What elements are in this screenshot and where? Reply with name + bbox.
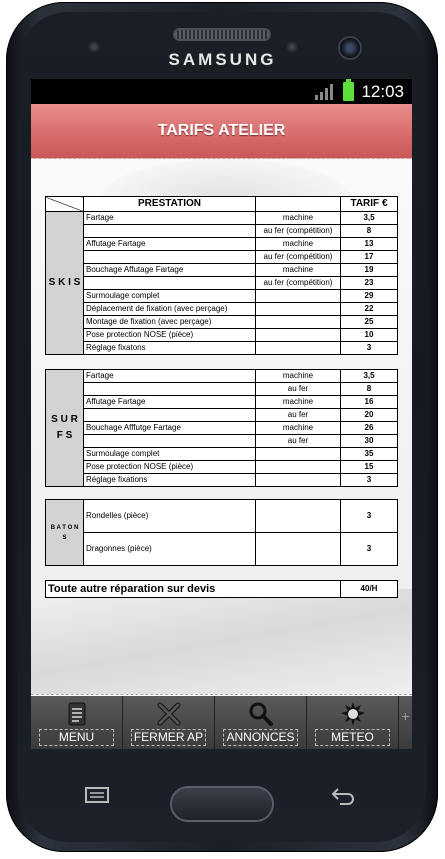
cell-price: 35 — [341, 448, 398, 461]
cell-price: 13 — [341, 238, 398, 251]
cell-prestation — [84, 225, 256, 238]
cell-mode: machine — [256, 396, 341, 409]
status-time: 12:03 — [361, 82, 404, 101]
cell-price: 25 — [341, 316, 398, 329]
table-row — [46, 383, 398, 396]
surfs-table — [45, 369, 398, 487]
menu-key-icon[interactable] — [84, 785, 110, 805]
cell-price: 3,5 — [341, 370, 398, 383]
cell-price: 20 — [341, 409, 398, 422]
table-row — [46, 290, 398, 303]
cell-prestation: Réglage fixations — [84, 474, 256, 487]
cell-prestation — [84, 409, 256, 422]
batons-table — [45, 499, 398, 566]
cell-mode: machine — [256, 238, 341, 251]
skis-table — [45, 196, 398, 355]
sun-icon — [340, 701, 366, 727]
cell-mode: au fer (compétition) — [256, 277, 341, 290]
status-bar — [31, 79, 412, 104]
home-button[interactable] — [172, 788, 272, 820]
cell-prestation: Réglage fixatons — [84, 342, 256, 355]
cell-prestation: Affutage Fartage — [84, 396, 256, 409]
battery-icon — [343, 82, 354, 101]
cell-prestation: Déplacement de fixation (avec perçage) — [84, 303, 256, 316]
cell-mode — [256, 500, 341, 533]
table-row — [46, 316, 398, 329]
table-row — [46, 251, 398, 264]
cell-mode — [256, 461, 341, 474]
header-corner — [46, 197, 84, 212]
other-repairs-label: Toute autre réparation sur devis — [46, 581, 341, 598]
bottom-nav — [31, 696, 412, 749]
batons-category-label: B A T O N S — [46, 500, 84, 566]
table-row — [46, 238, 398, 251]
cell-price: 22 — [341, 303, 398, 316]
table-row — [46, 329, 398, 342]
table-row — [46, 533, 398, 566]
back-key-icon[interactable] — [330, 785, 356, 805]
cell-mode — [256, 533, 341, 566]
cell-mode — [256, 448, 341, 461]
cell-prestation — [84, 383, 256, 396]
cell-price: 30 — [341, 435, 398, 448]
signal-icon — [315, 84, 337, 100]
table-row — [46, 409, 398, 422]
cell-price: 8 — [341, 225, 398, 238]
cell-mode — [256, 474, 341, 487]
cell-price: 17 — [341, 251, 398, 264]
cell-mode: au fer — [256, 383, 341, 396]
cell-prestation: Bouchage Afffutge Fartage — [84, 422, 256, 435]
cell-mode: au fer — [256, 409, 341, 422]
document-icon — [64, 701, 90, 727]
skis-category-label: S K I S — [46, 212, 84, 355]
table-row — [46, 303, 398, 316]
table-row — [46, 435, 398, 448]
cell-prestation: Dragonnes (pièce) — [84, 533, 256, 566]
table-row — [46, 225, 398, 238]
cell-price: 19 — [341, 264, 398, 277]
nav-close-app[interactable] — [123, 696, 215, 749]
table-row — [46, 422, 398, 435]
header-tarif: TARIF € — [341, 197, 398, 212]
cell-prestation: Bouchage Affutage Fartage — [84, 264, 256, 277]
nav-close-app-label: FERMER AP — [131, 729, 206, 746]
cell-mode: au fer (compétition) — [256, 251, 341, 264]
cell-prestation: Rondelles (pièce) — [84, 500, 256, 533]
cell-mode — [256, 342, 341, 355]
header-prestation: PRESTATION — [84, 197, 256, 212]
table-row — [46, 500, 398, 533]
table-row — [46, 342, 398, 355]
content-area[interactable] — [31, 159, 412, 694]
table-row — [46, 277, 398, 290]
cell-prestation: Surmoulage complet — [84, 448, 256, 461]
page-title: TARIFS ATELIER — [157, 122, 286, 139]
nav-menu[interactable] — [31, 696, 123, 749]
divider — [31, 694, 412, 695]
background-image-bottom — [31, 589, 412, 694]
cell-price: 3,5 — [341, 212, 398, 225]
cell-mode: au fer (compétition) — [256, 225, 341, 238]
cell-price: 3 — [341, 500, 398, 533]
cell-prestation: Montage de fixation (avec perçage) — [84, 316, 256, 329]
nav-annonces[interactable] — [215, 696, 307, 749]
cell-mode: machine — [256, 264, 341, 277]
cell-mode: machine — [256, 212, 341, 225]
surfs-category-label: S U R F S — [46, 370, 84, 487]
earpiece-speaker — [175, 30, 269, 39]
cell-prestation — [84, 251, 256, 264]
header-mode — [256, 197, 341, 212]
cell-prestation: Affutage Fartage — [84, 238, 256, 251]
close-icon — [156, 701, 182, 727]
table-row — [46, 212, 398, 225]
cell-price: 3 — [341, 474, 398, 487]
cell-price: 10 — [341, 329, 398, 342]
other-repairs-table — [45, 580, 398, 598]
nav-meteo[interactable] — [307, 696, 399, 749]
table-row — [46, 370, 398, 383]
cell-prestation: Fartage — [84, 212, 256, 225]
table-row — [46, 264, 398, 277]
cell-prestation — [84, 435, 256, 448]
cell-price: 8 — [341, 383, 398, 396]
screen — [31, 79, 412, 749]
table-row — [46, 448, 398, 461]
cell-price: 23 — [341, 277, 398, 290]
nav-menu-label: MENU — [39, 729, 114, 746]
cell-price: 26 — [341, 422, 398, 435]
nav-meteo-label: METEO — [315, 729, 390, 746]
cell-mode — [256, 290, 341, 303]
cell-price: 15 — [341, 461, 398, 474]
cell-prestation — [84, 277, 256, 290]
table-row — [46, 396, 398, 409]
nav-annonces-label: ANNONCES — [223, 729, 298, 746]
brand-logo: SAMSUNG — [168, 50, 277, 69]
nav-more[interactable]: + — [401, 708, 410, 724]
cell-price: 3 — [341, 533, 398, 566]
table-row — [46, 461, 398, 474]
cell-price: 16 — [341, 396, 398, 409]
cell-mode — [256, 329, 341, 342]
cell-mode: machine — [256, 370, 341, 383]
other-repairs-price: 40/H — [341, 581, 398, 598]
cell-price: 29 — [341, 290, 398, 303]
cell-prestation: Pose protection NOSE (pièce) — [84, 461, 256, 474]
cell-mode — [256, 316, 341, 329]
app-header — [31, 104, 412, 159]
cell-mode — [256, 303, 341, 316]
cell-mode: au fer — [256, 435, 341, 448]
table-row — [46, 474, 398, 487]
cell-prestation: Pose protection NOSE (pièce) — [84, 329, 256, 342]
cell-price: 3 — [341, 342, 398, 355]
search-icon — [248, 701, 274, 727]
cell-prestation: Fartage — [84, 370, 256, 383]
cell-mode: machine — [256, 422, 341, 435]
cell-prestation: Surmoulage complet — [84, 290, 256, 303]
